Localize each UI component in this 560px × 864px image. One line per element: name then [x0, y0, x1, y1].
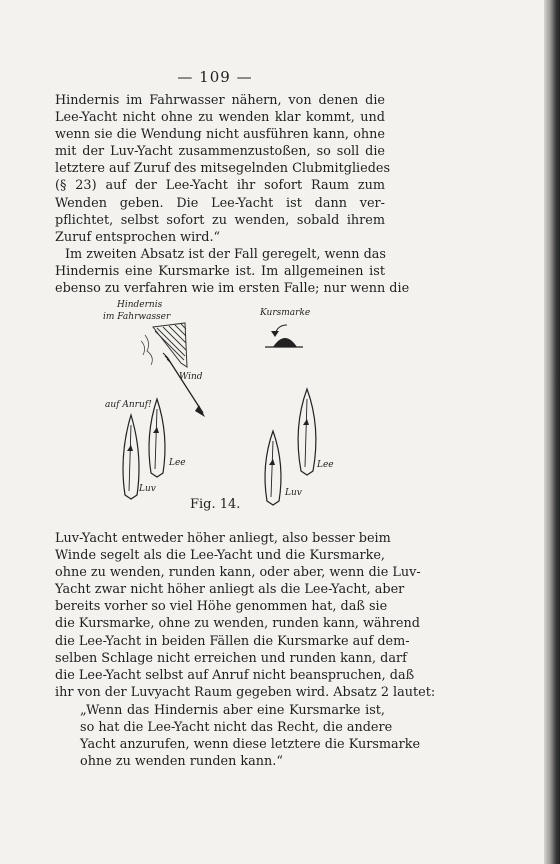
- text-line: mit der Luv-Yacht zusammenzustoßen, so soll die: [55, 144, 385, 160]
- figure-caption: Fig. 14.: [190, 497, 241, 512]
- text-line: (§ 23) auf der Lee-Yacht ihr sofort Raum zum: [55, 178, 385, 194]
- yacht-lee-right: [298, 389, 316, 475]
- label-lee-left: Lee: [169, 458, 186, 468]
- yacht-luv-right: [265, 431, 281, 505]
- label-luv-right: Luv: [285, 488, 302, 498]
- label-kursmarke: Kursmarke: [260, 308, 311, 318]
- paragraph-2: [55, 246, 410, 297]
- wind-arrow-icon: [163, 353, 205, 417]
- text-line: so hat die Lee-Yacht nicht das Recht, die andere: [80, 720, 393, 736]
- text-line: Luv-Yacht entweder höher anliegt, also besser beim: [55, 531, 391, 546]
- text-line: die Kursmarke, ohne zu wenden, runden kann, während: [55, 616, 420, 632]
- course-mark-icon: [265, 325, 303, 347]
- text-line: Zuruf entsprochen wird.“: [55, 229, 221, 245]
- yacht-luv-left: [123, 415, 139, 499]
- text-line: Im zweiten Absatz ist der Fall geregelt, wenn das: [65, 247, 386, 262]
- text-line: Winde segelt als die Lee-Yacht und die Kursmarke,: [55, 548, 385, 564]
- sailing-diagram: [95, 295, 355, 515]
- text-line: Wenden geben. Die Lee-Yacht ist dann ver-: [55, 195, 385, 211]
- label-luv-left: Luv: [139, 484, 156, 494]
- text-line: ihr von der Luvyacht Raum gegeben wird. Absatz 2 lautet:: [55, 684, 436, 700]
- text-line: Hindernis im Fahrwasser nähern, von denen die: [55, 93, 385, 108]
- text-line: „Wenn das Hindernis aber eine Kursmarke ist,: [80, 703, 385, 718]
- obstacle-shore: [141, 323, 187, 367]
- block-quote: [80, 702, 421, 770]
- label-anruf: auf Anruf!: [105, 400, 152, 410]
- label-lee-right: Lee: [317, 460, 334, 470]
- text-line: Hindernis eine Kursmarke ist. Im allgemeinen ist: [55, 264, 385, 280]
- text-line: ebenso zu verfahren wie im ersten Falle; nur wenn die: [55, 281, 410, 297]
- yacht-lee-left: [149, 399, 165, 477]
- page-edge: [544, 0, 560, 864]
- page-number: — 109 —: [177, 68, 253, 86]
- paragraph-1: [55, 92, 391, 246]
- figure-14: [95, 295, 355, 515]
- text-line: bereits vorher so viel Höhe genommen hat, daß sie: [55, 599, 388, 615]
- text-line: letztere auf Zuruf des mitsegelnden Clubmitgliedes: [55, 161, 391, 177]
- paragraph-3: [55, 530, 436, 701]
- text-line: die Lee-Yacht in beiden Fällen die Kursmarke auf dem-: [55, 633, 410, 649]
- label-fahrwasser: im Fahrwasser: [103, 312, 171, 322]
- text-line: wenn sie die Wendung nicht ausführen kann, ohne: [55, 127, 385, 143]
- label-hindernis: Hindernis: [117, 300, 163, 310]
- text-line: ohne zu wenden runden kann.“: [80, 754, 283, 770]
- text-line: die Lee-Yacht selbst auf Anruf nicht beanspruchen, daß: [55, 667, 415, 683]
- text-line: selben Schlage nicht erreichen und runden kann, darf: [55, 650, 407, 666]
- label-wind: Wind: [179, 372, 203, 382]
- text-line: Lee-Yacht nicht ohne zu wenden klar kommt, und: [55, 110, 385, 126]
- text-line: Yacht anzurufen, wenn diese letztere die Kursmarke: [80, 737, 421, 753]
- text-line: Yacht zwar nicht höher anliegt als die Lee-Yacht, aber: [55, 582, 405, 598]
- text-line: ohne zu wenden, runden kann, oder aber, wenn die Luv-: [55, 565, 421, 581]
- text-line: pflichtet, selbst sofort zu wenden, sobald ihrem: [55, 212, 385, 228]
